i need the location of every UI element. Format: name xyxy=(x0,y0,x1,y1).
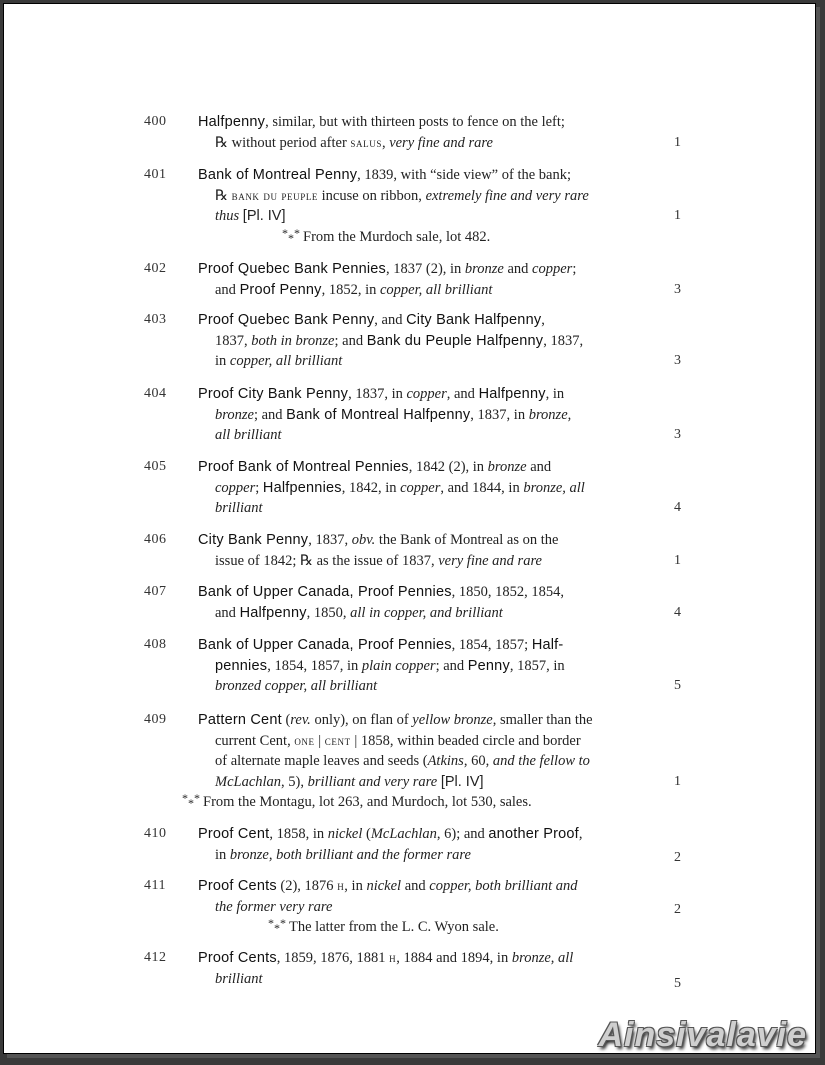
lot-text-segment: Proof Cents xyxy=(198,950,277,966)
lot-text-segment: copper xyxy=(400,479,441,496)
lot-text-segment: , 1854, 1857, in xyxy=(267,657,362,674)
lot-text-segment: , 1858, in xyxy=(269,826,328,842)
lot-text-segment: copper, both brilliant and xyxy=(429,878,578,894)
lot-number: 408 xyxy=(144,637,167,652)
lot-text-segment: , xyxy=(381,134,390,151)
lot-text-segment: and xyxy=(526,459,552,475)
lot-text-segment: ( xyxy=(281,712,291,728)
lot-text-segment: nickel xyxy=(327,826,363,842)
lot-text-segment: another Proof xyxy=(488,826,579,842)
asterism-glyph: * xyxy=(188,796,194,810)
lot-text-segment: Penny xyxy=(467,657,510,674)
lot-text-segment: , in xyxy=(344,878,367,894)
lot-description-line xyxy=(198,457,551,477)
lot-text-segment: Pattern Cent xyxy=(198,712,282,728)
lot-quantity: 1 xyxy=(674,773,681,789)
lot-description-line xyxy=(198,710,593,730)
lot-quantity: 5 xyxy=(674,975,681,991)
lot-text-segment: Proof City Bank Penny xyxy=(198,386,349,402)
lot-text-segment: ; and xyxy=(253,406,287,423)
lot-text-segment: copper xyxy=(406,386,447,402)
lot-text-segment: issue of 1842; ℞ as the issue of 1837, xyxy=(215,552,439,569)
watermark: Ainsivalavie xyxy=(598,1016,807,1054)
lot-text-segment: yellow bronze xyxy=(412,712,493,728)
lot-text-segment: brilliant and very rare xyxy=(307,773,438,790)
lot-description-line xyxy=(215,206,286,226)
lot-text-segment: Atkins xyxy=(427,753,464,769)
lot-text-segment: copper xyxy=(215,479,256,496)
lot-number: 401 xyxy=(144,167,167,182)
lot-text-segment: , in xyxy=(545,386,565,402)
lot-provenance-note xyxy=(268,916,499,936)
lot-text-segment: , similar, but with thirteen posts to fence on the left; xyxy=(265,114,565,130)
lot-description-line xyxy=(198,635,563,655)
lot-text-segment: and xyxy=(215,604,240,621)
lot-text-segment: , 1842 (2), in xyxy=(408,459,488,475)
lot-text-segment: Halfpenny xyxy=(198,114,266,130)
lot-description-line xyxy=(198,530,558,550)
lot-text-segment: and xyxy=(215,281,240,298)
lot-text-segment: [Pl. IV] xyxy=(242,208,286,224)
lot-text-segment: Proof Penny xyxy=(239,281,322,298)
lot-text-segment: Bank of Montreal Halfpenny xyxy=(286,406,471,423)
lot-text-segment: City Bank Penny xyxy=(198,532,309,548)
lot-quantity: 3 xyxy=(674,281,681,297)
lot-text-segment: ; xyxy=(572,261,577,277)
lot-text-segment: , and xyxy=(374,312,407,328)
lot-text-segment: and the fellow to xyxy=(492,753,590,769)
lot-text-segment: only), on flan of xyxy=(310,712,413,728)
lot-text-segment: bronze, both brilliant and the former rare xyxy=(229,846,471,863)
lot-text-segment: , 1837, xyxy=(543,332,584,349)
lot-description-line xyxy=(215,186,589,206)
lot-quantity: 1 xyxy=(674,552,681,568)
lot-text-segment: ; and xyxy=(334,332,367,349)
lot-description-line xyxy=(215,897,332,917)
lot-text-segment: all brilliant xyxy=(215,427,282,443)
lot-number: 404 xyxy=(144,386,167,401)
lot-description-line xyxy=(215,603,503,623)
lot-text-segment: Half- xyxy=(531,637,564,653)
lot-description-line xyxy=(215,331,583,351)
lot-text-segment: both in bronze xyxy=(251,332,335,349)
lot-quantity: 4 xyxy=(674,500,681,515)
lot-text-segment: Halfpenny xyxy=(478,386,546,402)
lot-description-line xyxy=(215,845,471,865)
lot-text-segment: [Pl. IV] xyxy=(440,773,484,790)
lot-text-segment: ℞ xyxy=(215,187,232,204)
lot-text-segment: , 1854, 1857; xyxy=(451,637,532,653)
lot-text-segment: ; and xyxy=(435,657,468,674)
lot-text-segment: McLachlan xyxy=(370,826,437,842)
lot-quantity: 1 xyxy=(674,208,681,223)
lot-text-segment: , 1852, in xyxy=(321,281,380,298)
lot-text-segment: bronzed copper, all brilliant xyxy=(215,678,378,694)
lot-text-segment: all in copper, and brilliant xyxy=(350,604,503,621)
lot-text-segment: and xyxy=(401,878,430,894)
lot-text-segment: , 1837, in xyxy=(348,386,407,402)
lot-text-segment: copper xyxy=(532,261,573,277)
lot-text-segment: thus xyxy=(215,208,240,224)
lot-text-segment: , 60, xyxy=(463,753,493,769)
lot-text-segment: very fine and rare xyxy=(438,552,542,569)
lot-text-segment: one xyxy=(294,732,315,748)
lot-description-line xyxy=(198,582,564,602)
lot-text-segment: , xyxy=(541,312,545,328)
lot-number: 412 xyxy=(144,950,167,965)
lot-text-segment: incuse on ribbon, xyxy=(318,187,426,204)
lot-text-segment: ℞ without period after xyxy=(215,134,351,151)
lot-text-segment: the Bank of Montreal as on the xyxy=(375,532,559,548)
lot-text-segment: salus xyxy=(350,134,382,150)
lot-text-segment: , 1837, xyxy=(308,532,352,548)
catalogue-page xyxy=(3,3,816,1054)
lot-text-segment: , and 1844, in xyxy=(440,479,524,496)
lot-text-segment: bronze, all xyxy=(511,950,574,966)
lot-number: 410 xyxy=(144,826,167,841)
lot-text-segment: , 1857, in xyxy=(509,657,565,674)
lot-description-line xyxy=(215,425,281,445)
lot-text-segment: Proof Bank of Montreal Pennies xyxy=(198,459,409,475)
lot-text-segment: Bank of Upper Canada, Proof Pennies xyxy=(198,584,452,600)
lot-description-line xyxy=(198,876,578,896)
lot-text-segment: | xyxy=(314,732,325,749)
lot-text-segment: and xyxy=(503,261,533,277)
lot-text-segment: , xyxy=(578,826,583,842)
lot-text-segment: in xyxy=(215,353,230,369)
lot-text-segment: Bank of Montreal Penny xyxy=(198,167,358,183)
asterism-glyph: * xyxy=(274,921,280,935)
lot-text-segment: plain copper xyxy=(361,657,436,674)
lot-text-segment: , 5), xyxy=(281,773,308,790)
lot-description-line xyxy=(215,405,571,425)
lot-text-segment: h xyxy=(389,950,397,965)
lot-text-segment: Proof Cent xyxy=(198,826,270,842)
lot-description-line xyxy=(215,351,342,371)
lot-number: 411 xyxy=(144,878,166,893)
lot-number: 409 xyxy=(144,712,167,727)
lot-text-segment: bronze, xyxy=(528,406,572,423)
lot-description-line xyxy=(215,751,590,771)
lot-description-line xyxy=(198,824,583,844)
lot-number: 407 xyxy=(144,584,167,599)
lot-description-line xyxy=(215,731,581,751)
lot-description-line xyxy=(198,384,564,404)
lot-quantity: 3 xyxy=(674,427,681,442)
lot-text-segment: , 1884 and 1894, in xyxy=(396,950,512,966)
lot-text-segment: bronze xyxy=(487,459,527,475)
lot-description-line xyxy=(215,772,484,792)
lot-text-segment: , 1850, xyxy=(306,604,351,621)
lot-provenance-note xyxy=(182,791,532,811)
note-text: From the Montagu, lot 263, and Murdoch, lot 530, sales. xyxy=(203,794,532,810)
lot-text-segment: Proof Quebec Bank Penny xyxy=(198,312,375,328)
lot-description-line xyxy=(215,498,263,518)
lot-provenance-note xyxy=(282,225,491,246)
lot-text-segment: brilliant xyxy=(215,500,263,516)
lot-text-segment: obv. xyxy=(351,532,376,548)
lot-text-segment: very fine and rare xyxy=(389,134,493,151)
note-text: The latter from the L. C. Wyon sale. xyxy=(289,919,499,935)
lot-text-segment: nickel xyxy=(366,878,402,894)
lot-text-segment: in xyxy=(215,846,230,863)
lot-text-segment: rev. xyxy=(290,712,311,728)
lot-text-segment: bronze xyxy=(464,261,504,277)
lot-description-line xyxy=(198,165,571,185)
lot-text-segment: cent xyxy=(324,732,351,748)
lot-description-line xyxy=(215,280,492,300)
lot-text-segment: bronze, all xyxy=(523,479,585,496)
lot-text-segment: , 1837 (2), in xyxy=(385,261,465,277)
lot-quantity: 5 xyxy=(674,678,681,693)
lot-text-segment: current Cent, xyxy=(215,732,295,749)
lot-text-segment: Bank of Upper Canada, Proof Pennies xyxy=(198,637,452,653)
lot-description-line xyxy=(215,969,263,989)
lot-text-segment: , 6); and xyxy=(436,826,489,842)
lot-text-segment: copper, all brilliant xyxy=(379,281,493,298)
lot-number: 402 xyxy=(144,261,167,276)
asterism-glyph: * xyxy=(294,225,303,240)
lot-text-segment: of alternate maple leaves and seeds ( xyxy=(215,753,428,769)
lot-text-segment: Proof Cents xyxy=(198,878,277,894)
lot-text-segment: , smaller than the xyxy=(492,712,593,728)
lot-text-segment: brilliant xyxy=(215,970,263,987)
lot-text-segment: , 1859, 1876, 1881 xyxy=(276,950,390,966)
lot-text-segment: Bank du Peuple Halfpenny xyxy=(366,332,544,349)
lot-number: 403 xyxy=(144,312,167,327)
asterism-glyph: * xyxy=(268,916,274,930)
lot-text-segment: , 1839, with “side view” of the bank; xyxy=(357,167,571,183)
lot-description-line xyxy=(198,112,565,132)
lot-description-line xyxy=(215,551,542,571)
lot-description-line xyxy=(198,259,576,279)
asterism-glyph: * xyxy=(288,230,294,245)
lot-text-segment: 1837, xyxy=(215,332,252,349)
lot-number: 400 xyxy=(144,114,167,129)
lot-text-segment: Proof Quebec Bank Pennies xyxy=(198,261,386,277)
lot-text-segment: the former very rare xyxy=(215,898,333,915)
lot-text-segment: , 1842, in xyxy=(341,479,401,496)
lot-text-segment: ( xyxy=(362,826,371,842)
lot-quantity: 2 xyxy=(674,849,681,865)
lot-text-segment: Halfpennies xyxy=(262,479,342,496)
lot-description-line xyxy=(215,133,493,153)
lot-quantity: 4 xyxy=(674,604,681,620)
asterism-glyph: * xyxy=(194,791,203,805)
lot-text-segment: McLachlan xyxy=(215,773,282,790)
lot-description-line xyxy=(198,948,573,968)
lot-text-segment: pennies xyxy=(215,657,268,674)
lot-text-segment: Halfpenny xyxy=(239,604,307,621)
lot-quantity: 3 xyxy=(674,353,681,368)
lot-text-segment: , and xyxy=(446,386,479,402)
lot-description-line xyxy=(215,676,377,696)
lot-quantity: 2 xyxy=(674,901,681,917)
lot-number: 405 xyxy=(144,459,167,474)
lot-text-segment: h xyxy=(337,878,345,893)
lot-text-segment: copper, all brilliant xyxy=(229,353,343,369)
lot-text-segment: bank du peuple xyxy=(231,187,319,203)
lot-text-segment: extremely fine and very rare xyxy=(425,187,589,204)
lot-text-segment: City Bank Halfpenny xyxy=(406,312,542,328)
asterism-glyph: * xyxy=(182,791,188,805)
asterism-glyph: * xyxy=(282,225,288,240)
lot-description-line xyxy=(198,310,545,330)
lot-text-segment: , 1837, in xyxy=(470,406,529,423)
lot-text-segment: bronze xyxy=(215,406,254,423)
lot-text-segment: | 1858, within beaded circle and border xyxy=(350,732,581,749)
note-text: From the Murdoch sale, lot 482. xyxy=(303,228,491,245)
lot-text-segment: (2), 1876 xyxy=(276,878,338,894)
lot-text-segment: , 1850, 1852, 1854, xyxy=(451,584,565,600)
asterism-glyph: * xyxy=(280,916,289,930)
lot-description-line xyxy=(215,656,565,676)
lot-number: 406 xyxy=(144,532,167,547)
lot-text-segment: ; xyxy=(255,479,263,496)
lot-quantity: 1 xyxy=(674,134,681,150)
lot-description-line xyxy=(215,478,585,498)
